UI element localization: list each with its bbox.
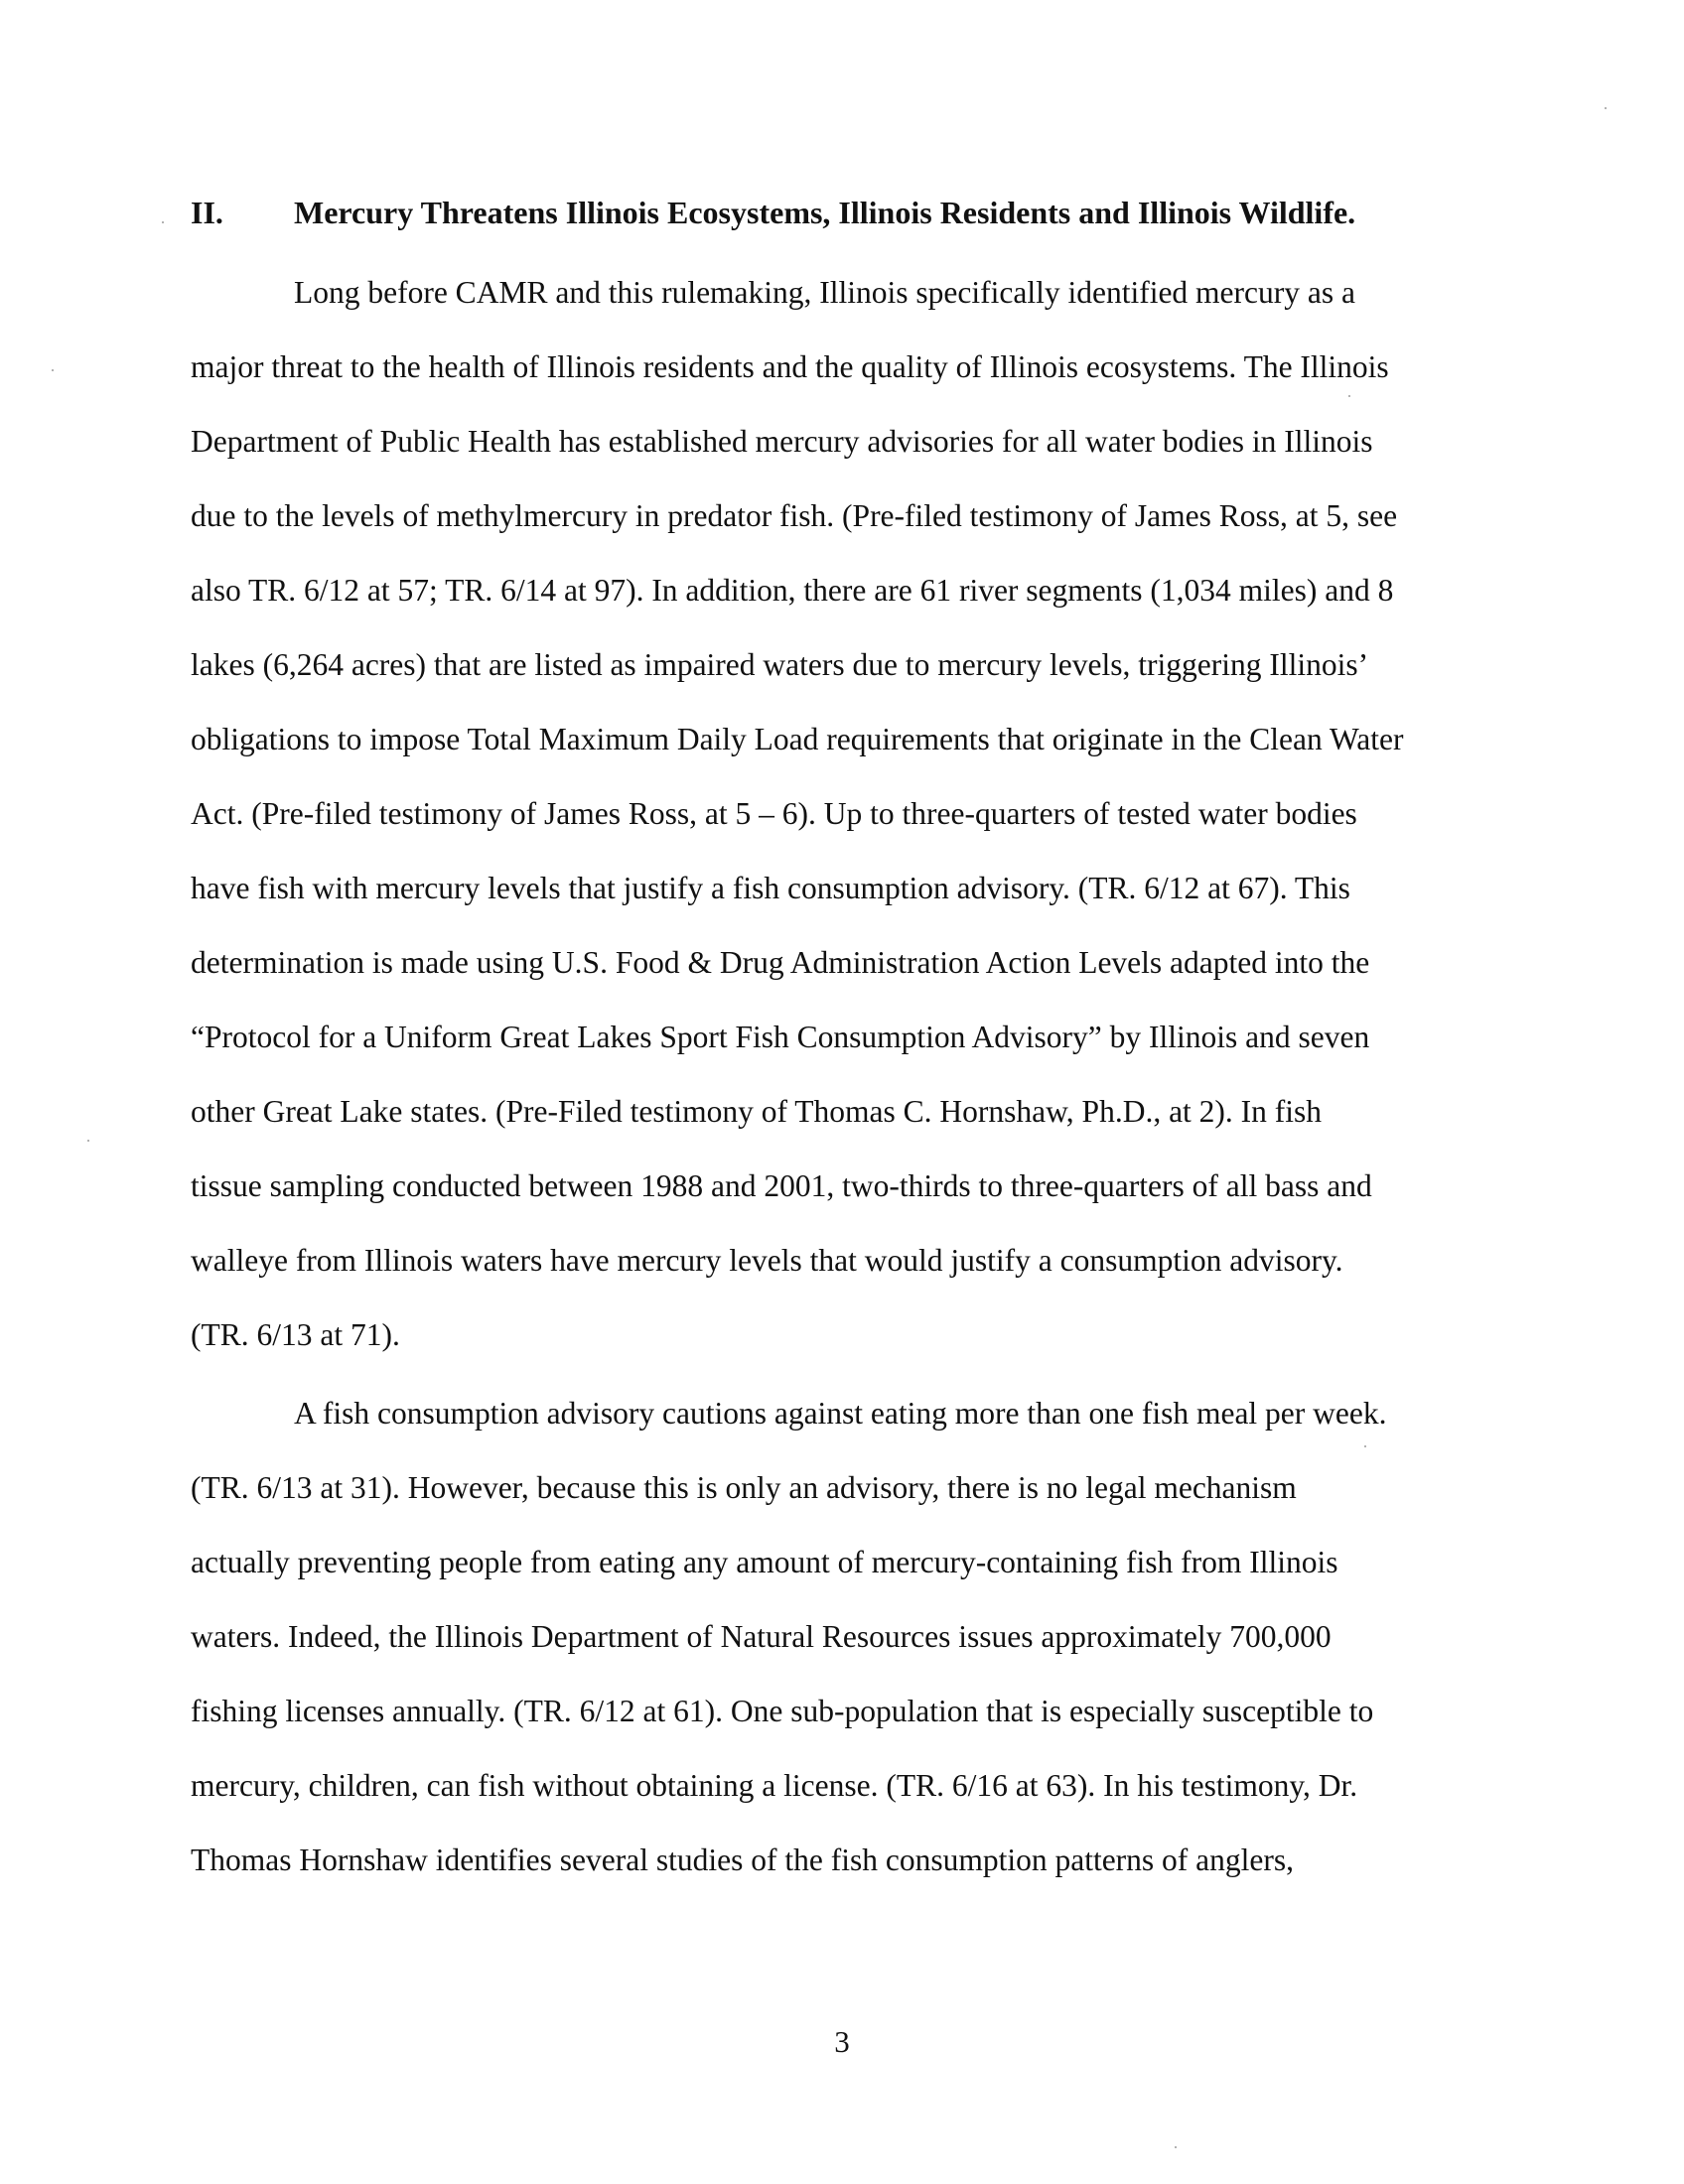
paragraph-2 [191, 1376, 1470, 1897]
text-line: tissue sampling conducted between 1988 and 2001, two-thirds to three-quarters of all bass and [191, 1168, 1372, 1203]
text-line: lakes (6,264 acres) that are listed as impaired waters due to mercury levels, triggering Illinois’ [191, 647, 1369, 682]
text-line: Act. (Pre-filed testimony of James Ross, at 5 – 6). Up to three-quarters of tested water bodies [191, 796, 1357, 831]
section-number: II. [191, 195, 223, 230]
text-line: major threat to the health of Illinois residents and the quality of Illinois ecosystems. The Illinois [191, 349, 1389, 384]
text-line: also TR. 6/12 at 57; TR. 6/14 at 97). In addition, there are 61 river segments (1,034 miles) and 8 [191, 573, 1394, 608]
text-line: Long before CAMR and this rulemaking, Illinois specifically identified mercury as a [294, 275, 1355, 310]
text-line: obligations to impose Total Maximum Daily Load requirements that originate in the Clean Water [191, 722, 1404, 756]
text-line: waters. Indeed, the Illinois Department of Natural Resources issues approximately 700,000 [191, 1619, 1332, 1654]
text-line: “Protocol for a Uniform Great Lakes Sport Fish Consumption Advisory” by Illinois and seven [191, 1020, 1370, 1054]
text-line: (TR. 6/13 at 31). However, because this is only an advisory, there is no legal mechanism [191, 1470, 1297, 1505]
section-heading [191, 191, 1481, 234]
scan-speck [1348, 395, 1350, 397]
text-line: fishing licenses annually. (TR. 6/12 at 61). One sub-population that is especially susceptible to [191, 1694, 1374, 1728]
text-line: (TR. 6/13 at 71). [191, 1317, 400, 1352]
text-line: have fish with mercury levels that justify a fish consumption advisory. (TR. 6/12 at 67). This [191, 871, 1350, 905]
scan-speck [52, 369, 54, 371]
text-line: Department of Public Health has established mercury advisories for all water bodies in Illinois [191, 424, 1373, 459]
text-line: walleye from Illinois waters have mercury levels that would justify a consumption advisory. [191, 1243, 1343, 1278]
text-line: actually preventing people from eating any amount of mercury-containing fish from Illinois [191, 1545, 1338, 1579]
text-line: Thomas Hornshaw identifies several studies of the fish consumption patterns of anglers, [191, 1843, 1295, 1877]
text-line: mercury, children, can fish without obtaining a license. (TR. 6/16 at 63). In his testimony, Dr. [191, 1768, 1358, 1803]
scan-speck [87, 1140, 89, 1142]
scan-speck [1175, 2146, 1177, 2148]
scan-speck [162, 221, 164, 223]
text-line: determination is made using U.S. Food & Drug Administration Action Levels adapted into the [191, 945, 1370, 980]
text-line: A fish consumption advisory cautions against eating more than one fish meal per week. [294, 1396, 1387, 1431]
page-number: 3 [834, 2024, 850, 2059]
paragraph-1 [191, 255, 1470, 1372]
text-line: due to the levels of methylmercury in predator fish. (Pre-filed testimony of James Ross, at 5, see [191, 498, 1398, 533]
text-line: other Great Lake states. (Pre-Filed testimony of Thomas C. Hornshaw, Ph.D., at 2). In fish [191, 1094, 1323, 1129]
scan-speck [1364, 1445, 1366, 1447]
scan-speck [1605, 107, 1607, 109]
section-title: Mercury Threatens Illinois Ecosystems, Illinois Residents and Illinois Wildlife. [294, 195, 1356, 230]
